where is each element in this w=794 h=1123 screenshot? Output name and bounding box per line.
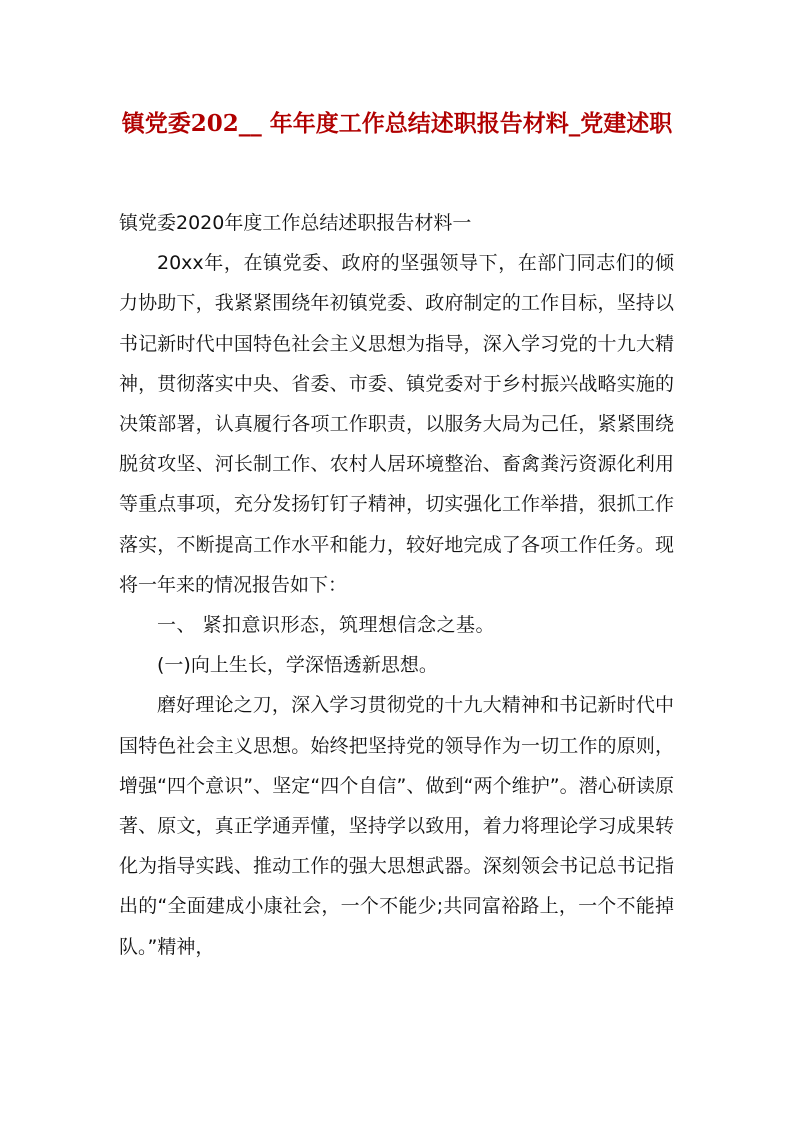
section-heading: 一、 紧扣意识形态，筑理想信念之基。 <box>157 614 496 637</box>
document-title: 镇党委202__ 年年度工作总结述职报告材料_党建述职 <box>121 110 673 137</box>
document-body <box>119 203 674 967</box>
subsection-heading: (一)向上生长，学深悟透新思想。 <box>157 654 438 677</box>
paragraph-intro: 20xx年，在镇党委、政府的坚强领导下，在部门同志们的倾力协助下，我紧紧围绕年初镇党委、政府制定的工作目标，坚持以书记新时代中国特色社会主义思想为指导，深入学习党的十九大精神，贯彻落实中央、省委、市委、镇党委对于乡村振兴战略实施的决策部署，认真履行各项工作职责，以服务大局为己任，紧紧围绕脱贫攻坚、河长制工作、农村人居环境整治、畜禽粪污资源化利用等重点事项，充分发扬钉钉子精神，切实强化工作举措，狠抓工作落实，不断提高工作水平和能力，较好地完成了各项工作任务。现将一年来的情况报告如下： <box>119 252 674 596</box>
document-subtitle: 镇党委2020年度工作总结述职报告材料一 <box>119 212 472 234</box>
paragraph-theory: 磨好理论之刀，深入学习贯彻党的十九大精神和书记新时代中国特色社会主义思想。始终把坚持党的领导作为一切工作的原则，增强“四个意识”、坚定“四个自信”、做到“两个维护”。潜心研读原著、原文，真正学通弄懂，坚持学以致用，着力将理论学习成果转化为指导实践、推动工作的强大思想武器。深刻领会书记总书记指出的“全面建成小康社会，一个不能少;共同富裕路上，一个不能掉队。”精神， <box>119 694 674 958</box>
